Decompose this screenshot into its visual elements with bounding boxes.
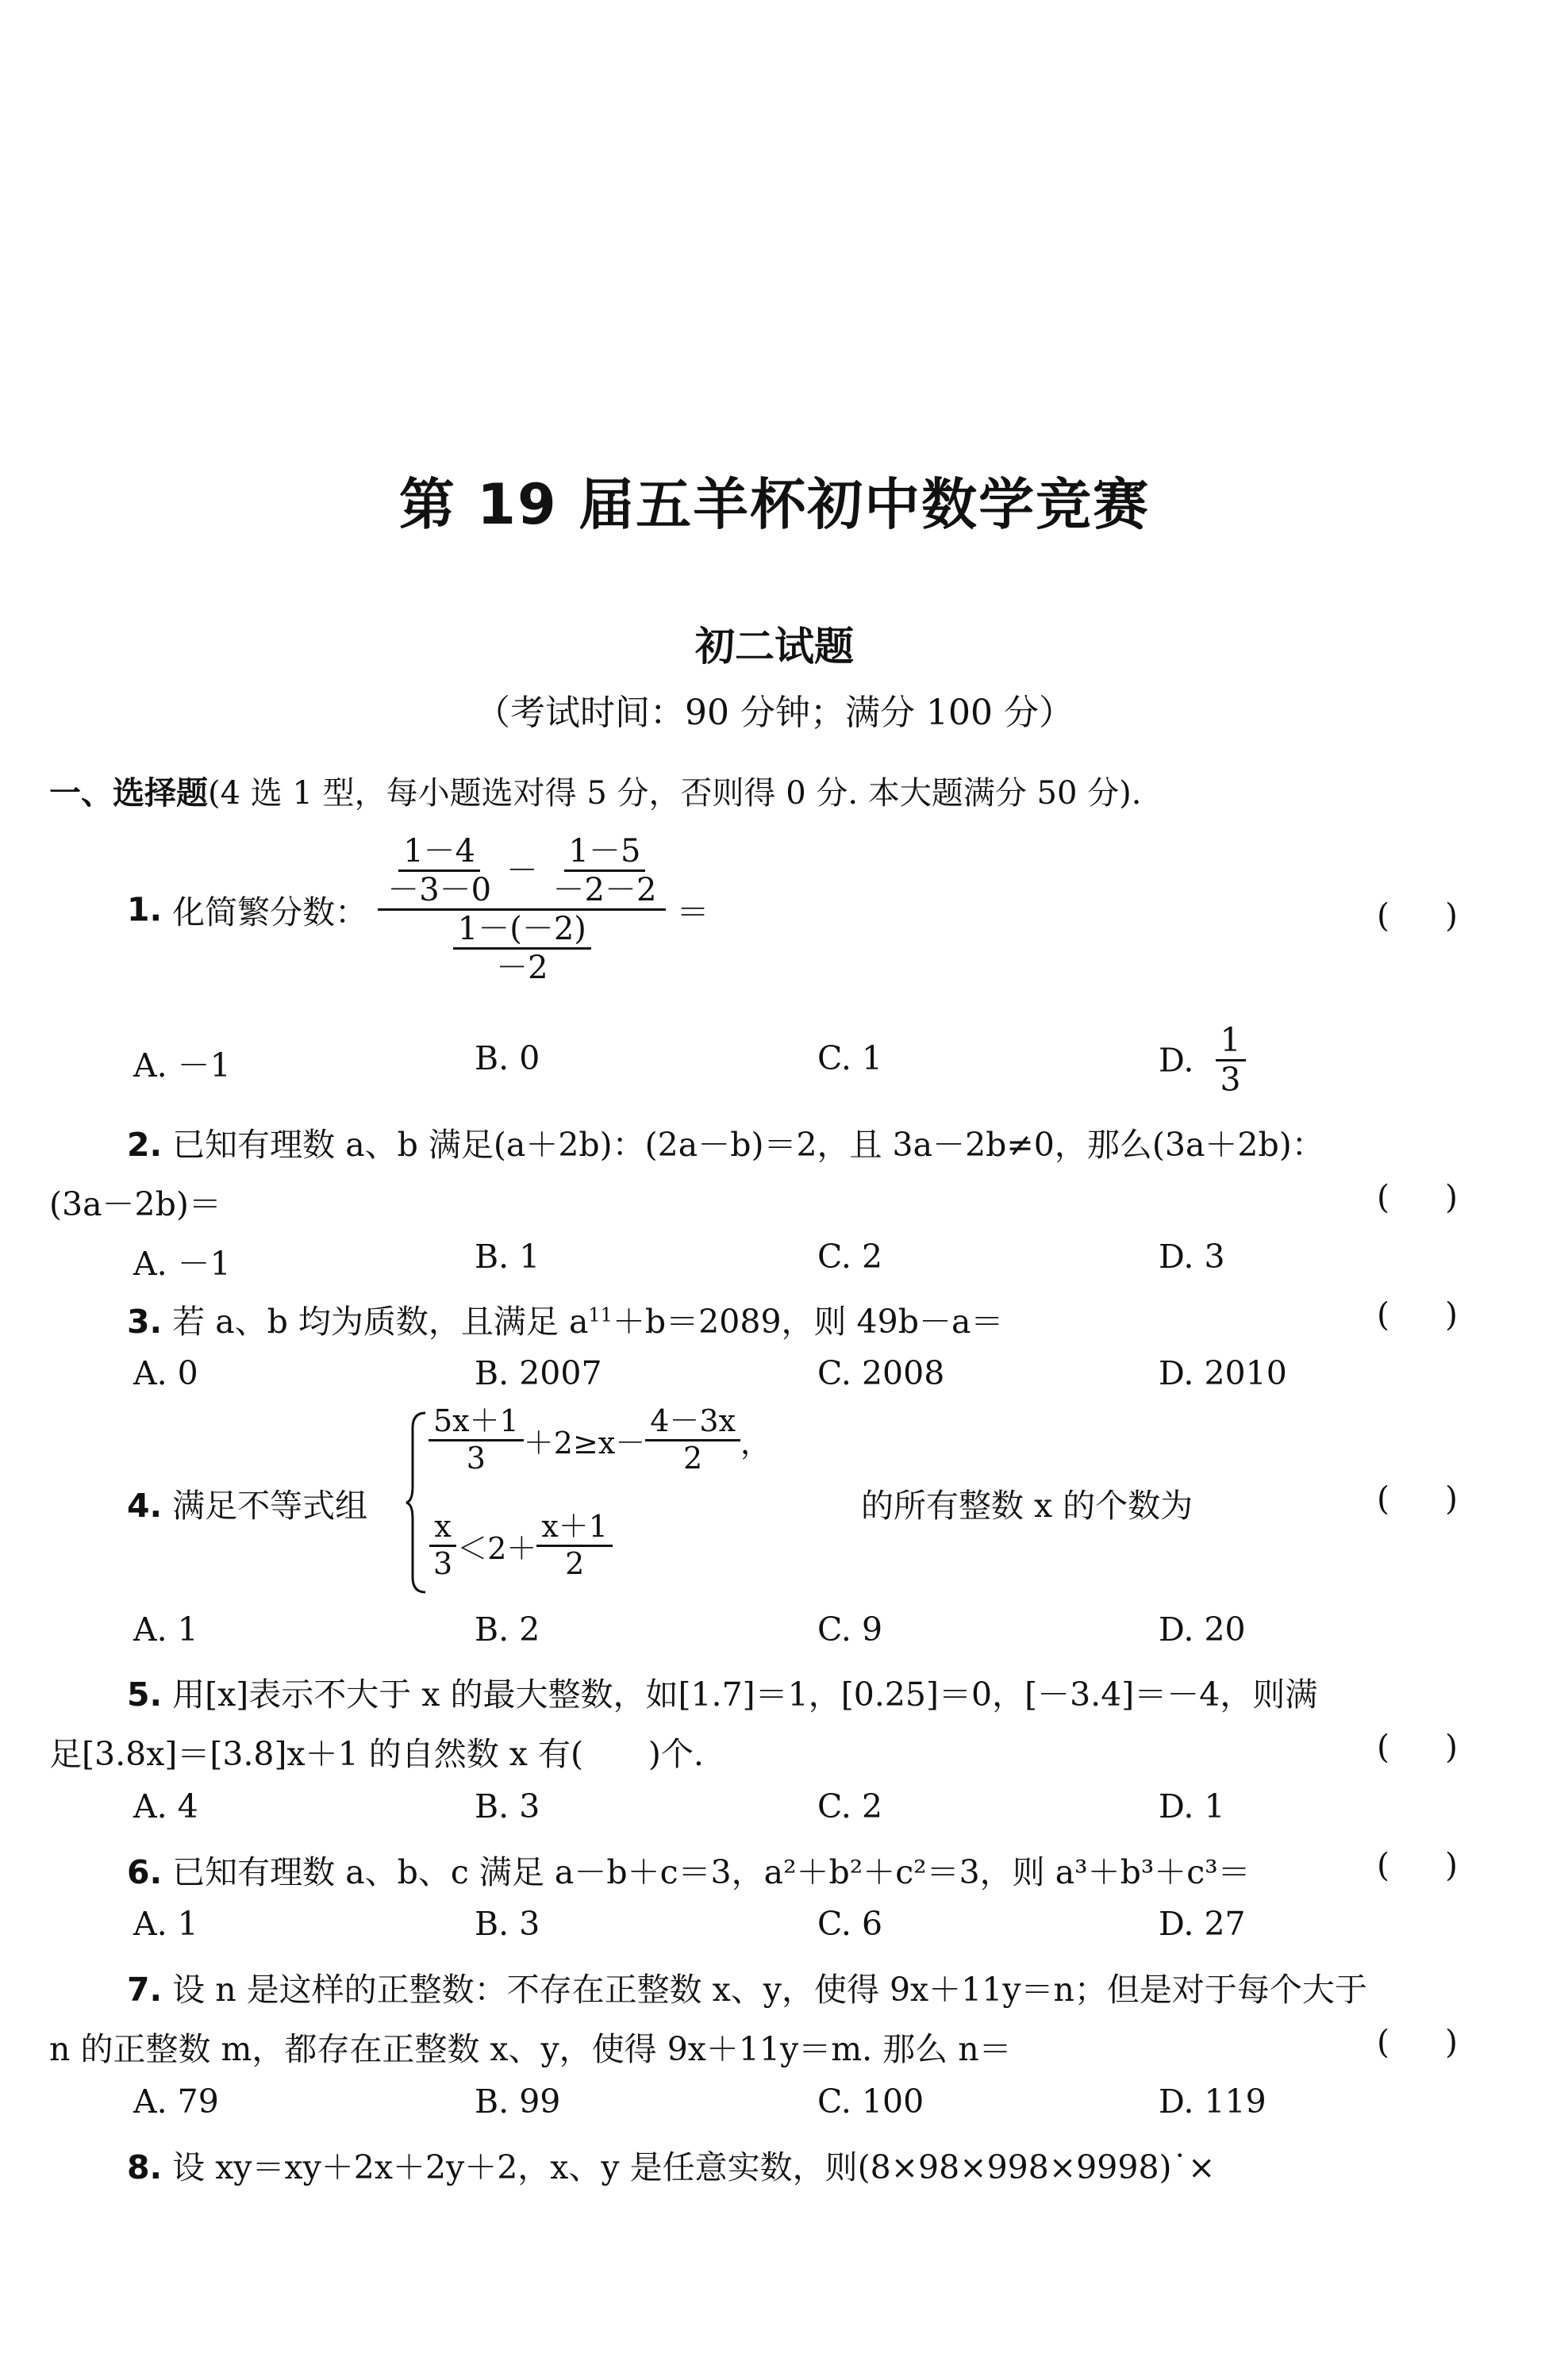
option-b: B. 1 (475, 1238, 540, 1276)
paren-close: ) (1445, 1846, 1458, 1884)
question-5 (127, 1668, 1317, 1715)
fraction (536, 1511, 613, 1580)
option-a: A. 1 (133, 1905, 198, 1943)
paren-close: ) (1445, 1728, 1458, 1766)
fraction (453, 912, 591, 985)
question-text: 已知有理数 a、b、c 满足 a－b＋c＝3，a²＋b²＋c²＝3，则 a³＋b³＋c³＝ (172, 1853, 1251, 1891)
option-c: C. 1 (817, 1039, 883, 1077)
fraction-denominator: －3－0 (387, 872, 492, 908)
question-1 (127, 835, 709, 985)
option-d (1159, 1021, 1246, 1100)
option-d: D. 119 (1159, 2082, 1266, 2121)
fraction (429, 1403, 524, 1476)
fraction (429, 1511, 457, 1580)
fraction-denominator: 3 (1220, 1061, 1241, 1100)
option-a: A. －1 (133, 1245, 231, 1283)
question-number: 4. (127, 1487, 163, 1525)
question-7-continued: n 的正整数 m，都存在正整数 x、y，使得 9x＋11y＝m. 那么 n＝ (49, 2030, 1012, 2068)
question-number: 1. (127, 890, 163, 929)
fraction (1216, 1021, 1246, 1100)
paren-open: ( (1377, 1728, 1389, 1766)
section-label: 一、选择题 (49, 775, 208, 812)
question-number: 2. (127, 1126, 163, 1164)
option-a: A. 0 (133, 1354, 198, 1392)
fraction-numerator: 1 (1216, 1023, 1246, 1061)
option-label: D. (1159, 1041, 1194, 1080)
question-text: 设 xy＝xy＋2x＋2y＋2，x、y 是任意实数，则(8×98×998×9998)˙× (172, 2148, 1216, 2186)
fraction-numerator: 1－(－2) (453, 912, 591, 950)
option-d: D. 3 (1159, 1238, 1225, 1276)
paren-close: ) (1445, 2023, 1458, 2061)
paren-open: ( (1377, 896, 1389, 935)
question-4-tail: 的所有整数 x 的个数为 (861, 1487, 1193, 1525)
answer-blank (1377, 2023, 1458, 2061)
question-6 (127, 1846, 1251, 1893)
question-number: 7. (127, 1971, 163, 2009)
option-b: B. 3 (475, 1905, 540, 1943)
option-c: C. 2008 (817, 1354, 945, 1392)
left-brace (405, 1411, 427, 1595)
fraction (645, 1403, 740, 1476)
question-number: 8. (127, 2148, 163, 2186)
fraction-numerator: x (429, 1511, 455, 1547)
option-d: D. 1 (1159, 1787, 1225, 1825)
fraction-numerator: 1－4 (398, 835, 480, 872)
question-4 (127, 1480, 367, 1526)
option-d: D. 2010 (1159, 1354, 1287, 1392)
paren-close: ) (1445, 1296, 1458, 1334)
question-text: 设 n 是这样的正整数：不存在正整数 x、y，使得 9x＋11y＝n；但是对于每个大于 (172, 1971, 1367, 2009)
question-2-continued: (3a－2b)＝ (49, 1185, 221, 1223)
paren-open: ( (1377, 2023, 1389, 2061)
fraction-denominator: －2－2 (552, 872, 657, 908)
answer-blank (1377, 896, 1458, 935)
section-heading (49, 768, 1141, 813)
option-d: D. 20 (1159, 1610, 1246, 1649)
inequality-2 (429, 1511, 613, 1580)
option-c: C. 2 (817, 1238, 883, 1276)
exam-subtitle: 初二试题 (695, 624, 854, 670)
question-text: 满足不等式组 (172, 1487, 368, 1525)
exponent: 11 (588, 1303, 613, 1326)
option-b: B. 2007 (475, 1354, 602, 1392)
question-8 (127, 2141, 1215, 2188)
paren-open: ( (1377, 1178, 1389, 1216)
fraction-numerator: 1－5 (564, 835, 646, 872)
question-text: 用[x]表示不大于 x 的最大整数，如[1.7]＝1，[0.25]＝0，[－3.4]＝－4，则满 (172, 1676, 1318, 1714)
option-a: A. －1 (133, 1046, 231, 1084)
fraction-denominator: 2 (683, 1440, 703, 1476)
option-a: A. 1 (133, 1610, 198, 1649)
answer-blank (1377, 1728, 1458, 1766)
question-number: 3. (127, 1303, 163, 1341)
option-c: C. 2 (817, 1787, 883, 1825)
section-note: (4 选 1 型，每小题选对得 5 分，否则得 0 分. 本大题满分 50 分). (208, 775, 1142, 812)
question-number: 6. (127, 1853, 163, 1891)
option-c: C. 9 (817, 1610, 883, 1649)
equals-sign: ＝ (676, 893, 709, 931)
comma: ， (740, 1425, 771, 1461)
complex-fraction-numerator (378, 835, 666, 911)
paren-close: ) (1445, 896, 1458, 935)
option-d: D. 27 (1159, 1905, 1246, 1943)
paren-close: ) (1445, 1480, 1458, 1518)
answer-blank (1377, 1178, 1458, 1216)
option-a: A. 79 (133, 2082, 219, 2121)
question-7 (127, 1964, 1367, 2010)
fraction-denominator: 3 (466, 1440, 486, 1476)
question-text: 化简繁分数： (172, 893, 368, 931)
complex-fraction (378, 835, 666, 985)
option-c: C. 6 (817, 1905, 883, 1943)
answer-blank (1377, 1480, 1458, 1518)
fraction-numerator: x＋1 (536, 1511, 613, 1547)
option-b: B. 3 (475, 1787, 540, 1825)
option-b: B. 2 (475, 1610, 540, 1649)
question-3 (127, 1296, 1003, 1342)
page-title: 第 19 届五羊杯初中数学竞赛 (398, 472, 1151, 537)
option-c: C. 100 (817, 2082, 924, 2121)
fraction-numerator: 5x＋1 (429, 1406, 524, 1441)
answer-blank (1377, 1296, 1458, 1334)
fraction-numerator: 4－3x (645, 1406, 740, 1441)
question-text-cont: ＋b＝2089，则 49b－a＝ (612, 1303, 1004, 1341)
fraction-denominator: －2 (496, 950, 548, 986)
option-b: B. 0 (475, 1039, 540, 1077)
minus-sign: － (505, 852, 538, 889)
exam-info: （考试时间：90 分钟；满分 100 分） (475, 693, 1074, 733)
question-text: 已知有理数 a、b 满足(a＋2b)：(2a－b)＝2，且 3a－2b≠0，那么(3a＋2b)： (172, 1126, 1324, 1164)
question-number: 5. (127, 1676, 163, 1714)
question-text: 若 a、b 均为质数，且满足 a (172, 1303, 589, 1341)
fraction-denominator: 3 (433, 1545, 453, 1581)
paren-open: ( (1377, 1846, 1389, 1884)
complex-fraction-denominator (448, 911, 596, 985)
fraction-denominator: 2 (565, 1545, 585, 1581)
fraction (548, 835, 662, 907)
answer-blank (1377, 1846, 1458, 1884)
inequality-text: ＋2≥x－ (523, 1425, 646, 1461)
paren-open: ( (1377, 1296, 1389, 1334)
inequality-text: ＜2＋ (457, 1530, 537, 1566)
fraction (382, 835, 496, 907)
paren-open: ( (1377, 1480, 1389, 1518)
paren-close: ) (1445, 1178, 1458, 1216)
option-a: A. 4 (133, 1787, 198, 1825)
option-b: B. 99 (475, 2082, 561, 2121)
inequality-1 (429, 1403, 771, 1476)
question-5-continued: 足[3.8x]＝[3.8]x＋1 的自然数 x 有( )个. (49, 1735, 704, 1773)
question-2 (127, 1119, 1324, 1165)
